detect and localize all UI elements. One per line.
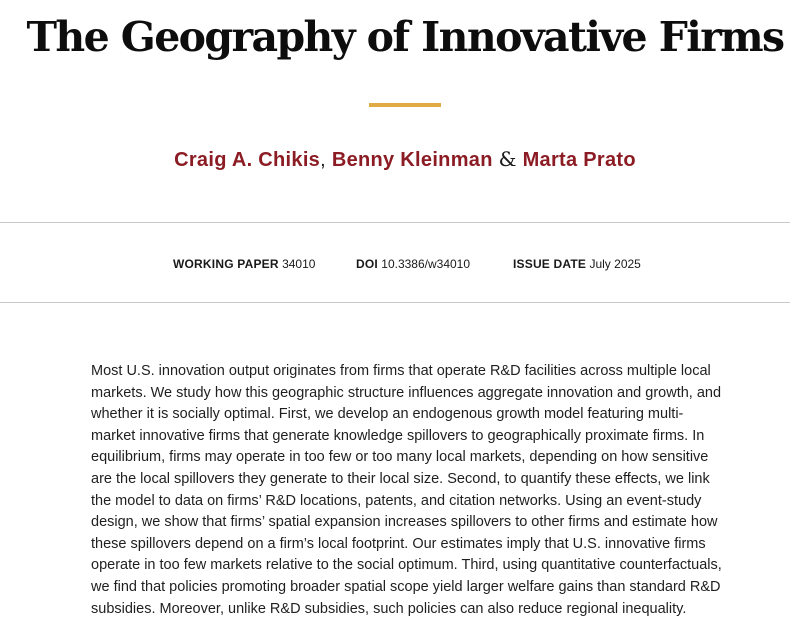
doi-value: 10.3386/w34010 xyxy=(381,257,471,271)
author-conjunction: & xyxy=(498,147,517,171)
meta-divider-top xyxy=(0,222,790,223)
working-paper-meta xyxy=(173,256,315,272)
abstract-text: Most U.S. innovation output originates from firms that operate R&D facilities across multiple local markets. We study how this geographic structure influences aggregate innovation and growth, and whether it is socially optimal. First, we develop an endogenous growth model featuring multi-market innovative firms that generate knowledge spillovers to geographically proximate firms. In equilibrium, firms may operate in too few or too many local markets, depending on how sensitive are the local spillovers they generate to their local size. Second, to quantify these effects, we link the model to data on firms’ R&D locations, patents, and citation networks. Using an event-study design, we show that firms’ spatial expansion increases spillovers to other firms and estimate how these spillovers depend on a firm’s local footprint. Our estimates imply that U.S. innovative firms operate in too few markets relative to the social optimum. Third, using quantitative counterfactuals, we find that policies promoting broader spatial scope yield larger welfare gains than standard R&D subsidies. Moreover, unlike R&D subsidies, such policies can also reduce regional inequality. xyxy=(91,363,722,617)
author-link-prato[interactable]: Marta Prato xyxy=(522,149,636,171)
author-list xyxy=(0,146,790,173)
issue-date-value: July 2025 xyxy=(589,257,641,271)
paper-title: The Geography of Innovative Firms xyxy=(26,13,784,61)
author-link-chikis[interactable]: Craig A. Chikis xyxy=(174,149,321,171)
meta-divider-bottom xyxy=(0,302,790,303)
issue-date-meta xyxy=(513,256,641,272)
working-paper-label: WORKING PAPER xyxy=(173,257,279,271)
issue-date-label: ISSUE DATE xyxy=(513,257,587,271)
doi-meta xyxy=(356,256,470,272)
author-link-kleinman[interactable]: Benny Kleinman xyxy=(331,149,493,171)
working-paper-number: 34010 xyxy=(282,257,316,271)
author-separator: , xyxy=(320,149,326,171)
title-accent-rule xyxy=(369,103,441,107)
doi-label: DOI xyxy=(356,257,378,271)
